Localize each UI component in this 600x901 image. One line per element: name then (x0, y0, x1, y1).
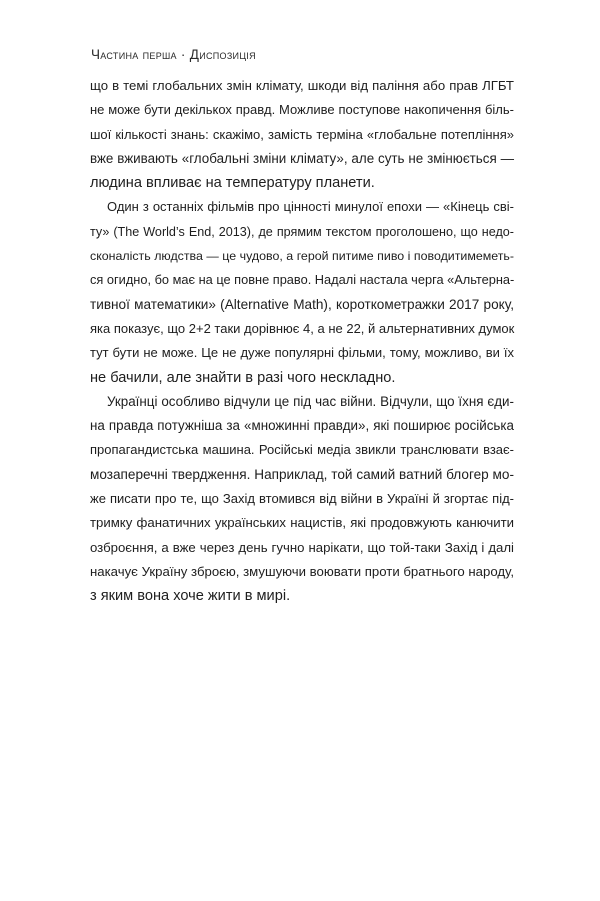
text-line: мозаперечні твердження. Наприклад, той самий ватний блогер мо- (90, 466, 514, 482)
text-line: ту» (The World’s End, 2013), де прямим текстом проголошено, що недо- (90, 224, 514, 239)
text-line: тут бути не може. Це не дуже популярні фільми, тому, можливо, ви їх (90, 345, 514, 361)
paragraph-1 (90, 74, 514, 195)
text-line: не може бути декількох правд. Можливе поступове накопичення біль- (90, 102, 514, 118)
text-line: Українці особливо відчули це під час війни. Відчули, що їхня єди- (107, 393, 514, 409)
text-line: людина впливає на температуру планети. (90, 175, 375, 192)
text-line: озброєння, а вже через день гучно нарікати, що той-таки Захід і далі (90, 539, 514, 555)
text-line: пропагандистська машина. Російські медіа звикли транслювати взає- (90, 442, 514, 458)
running-head-text: Частина перша · Диспозиція (91, 47, 256, 62)
paragraph-2 (90, 195, 514, 389)
text-line: з яким вона хоче жити в мирі. (90, 588, 291, 605)
text-line: тивної математики» (Alternative Math), короткометражки 2017 року, (90, 296, 514, 312)
text-line: вже вживають «глобальні зміни клімату», але суть не змінюється — (90, 150, 514, 166)
running-head (91, 47, 256, 62)
body-text (90, 74, 514, 609)
text-line: не бачили, але знайти в разі чого нескладно. (90, 369, 396, 386)
text-line: тримку фанатичних українських нацистів, які продовжують канючити (90, 515, 514, 531)
text-line: Один з останніх фільмів про цінності минулої епохи — «Кінець сві- (107, 199, 514, 215)
text-line: на правда потужніша за «множинні правди», які поширює російська (90, 418, 514, 434)
text-line: сконалість людства — це чудово, а герой питиме пиво і поводитимеметь- (90, 249, 514, 264)
text-line: же писати про те, що Захід втомився від війни в Україні й згортає під- (90, 491, 514, 507)
text-line: ся огидно, бо має на це повне право. Надалі настала черга «Альтерна- (90, 272, 515, 288)
text-line: яка показує, що 2+2 таки дорівнює 4, а не 22, й альтернативних думок (90, 320, 515, 336)
text-line: що в темі глобальних змін клімату, шкоди від паління або прав ЛГБТ (90, 78, 514, 93)
text-line: шої кількості знань: скажімо, замість терміна «глобальне потепління» (90, 126, 514, 142)
paragraph-3 (90, 390, 514, 609)
text-line: накачує Україну зброєю, змушуючи воювати проти братнього народу, (90, 563, 514, 579)
